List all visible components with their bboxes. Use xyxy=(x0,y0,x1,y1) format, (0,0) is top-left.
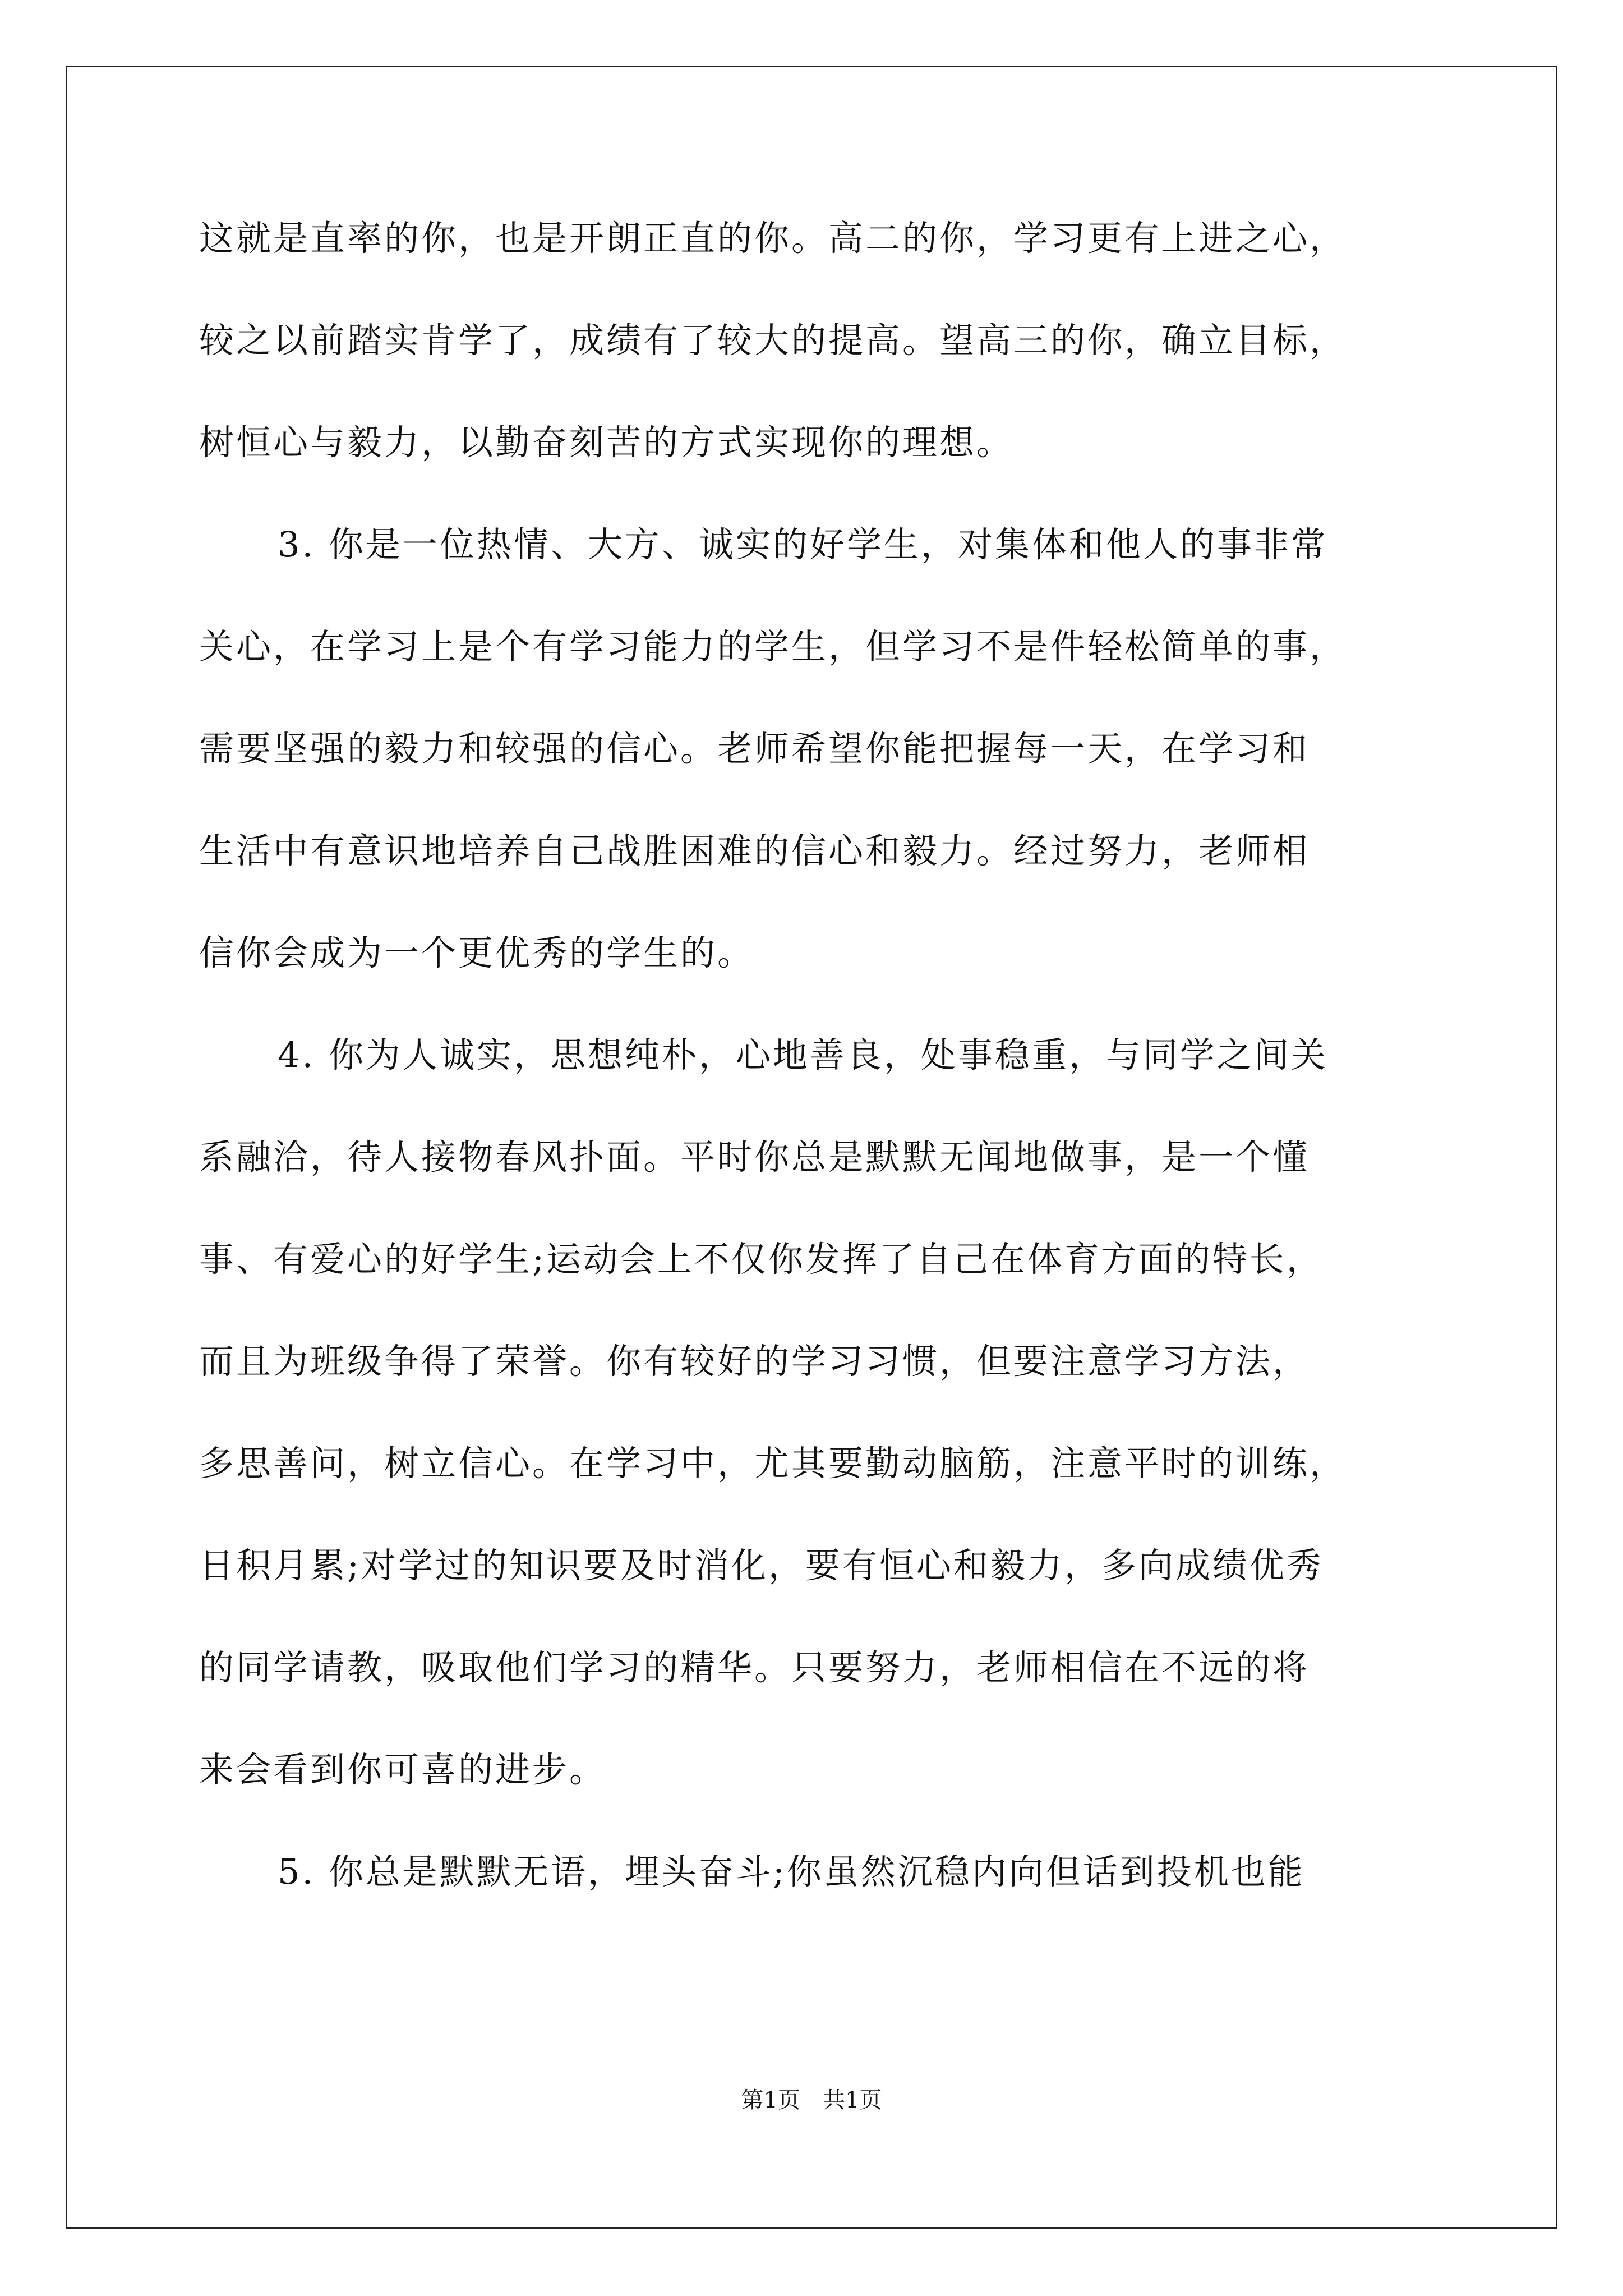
text-line: 的同学请教，吸取他们学习的精华。只要努力，老师相信在不远的将 xyxy=(199,1647,1310,1688)
paragraph-start-4: 4. 你为人诚实，思想纯朴，心地善良，处事稳重，与同学之间关 xyxy=(278,1034,1328,1075)
text-line: 而且为班级争得了荣誉。你有较好的学习习惯，但要注意学习方法， xyxy=(199,1341,1310,1382)
paragraph-start-5: 5. 你总是默默无语，埋头奋斗;你虽然沉稳内向但话到投机也能 xyxy=(278,1851,1305,1892)
text-line: 信你会成为一个更优秀的学生的。 xyxy=(199,932,755,973)
text-line: 多思善问，树立信心。在学习中，尤其要勤动脑筋，注意平时的训练， xyxy=(199,1443,1347,1484)
page-footer: 第1页 共1页 xyxy=(741,2087,882,2113)
text-line: 日积月累;对学过的知识要及时消化，要有恒心和毅力，多向成绩优秀 xyxy=(199,1545,1324,1586)
text-line: 需要坚强的毅力和较强的信心。老师希望你能把握每一天，在学习和 xyxy=(199,728,1310,769)
text-line: 来会看到你可喜的进步。 xyxy=(199,1749,607,1790)
text-line: 树恒心与毅力，以勤奋刻苦的方式实现你的理想。 xyxy=(199,422,1014,463)
text-line: 系融洽，待人接物春风扑面。平时你总是默默无闻地做事，是一个懂 xyxy=(199,1137,1310,1177)
text-line: 较之以前踏实肯学了，成绩有了较大的提高。望高三的你，确立目标， xyxy=(199,320,1347,361)
paragraph-start-3: 3. 你是一位热情、大方、诚实的好学生，对集体和他人的事非常 xyxy=(278,524,1328,565)
text-line: 生活中有意识地培养自己战胜困难的信心和毅力。经过努力，老师相 xyxy=(199,830,1310,871)
text-line: 这就是直率的你，也是开朗正直的你。高二的你，学习更有上进之心， xyxy=(199,218,1347,259)
text-line: 关心，在学习上是个有学习能力的学生，但学习不是件轻松简单的事， xyxy=(199,626,1347,667)
text-line: 事、有爱心的好学生;运动会上不仅你发挥了自己在体育方面的特长， xyxy=(199,1239,1324,1280)
